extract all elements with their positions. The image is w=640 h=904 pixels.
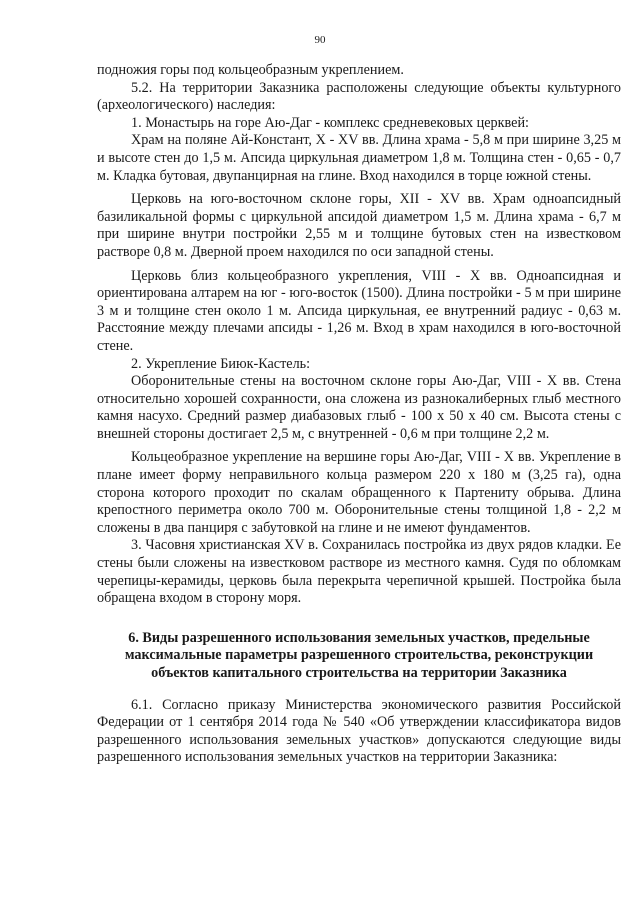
paragraph-ring-fortification: Кольцеобразное укрепление на вершине горы Аю-Даг, VIII - X вв. Укрепление в плане имеет форму неправильного кольца размером 220 x 180 м (3,25 га), одна сторона которого проходит по скалам обращенного к Партениту обрыва. Длина крепостного периметра около 700 м. Оборонительные стены толщиной 1,8 - 2,2 м сложены в два панциря с забутовкой на глине и не имеют фундаментов. [97,449,621,536]
document-body [97,62,621,767]
list-item-monastery: 1. Монастырь на горе Аю-Даг - комплекс средневековых церквей: [131,114,529,131]
paragraph-continuation: подножия горы под кольцеобразным укреплением. [97,62,404,78]
paragraph-chapel: 3. Часовня христианская XV в. Сохранилась постройка из двух рядов кладки. Ее стены были сложены на известковом растворе из местного камня. Судя по обломкам черепицы-керамиды, церковь была перекрыта черепичной крышей. Постройка была обращена входом в сторону моря. [97,537,621,607]
paragraph-church-near-fortification: Церковь близ кольцеобразного укрепления, VIII - X вв. Одноапсидная и ориентирована алтарем на юг - юго-восток (1500). Длина постройки - 5 м при ширине 3 м и толщине стен около 1 м. Апсида циркульная, ее внутренний радиус - 0,63 м. Расстояние между плечами апсиды - 1,26 м. Вход в храм находился в юго-восточной стене. [97,267,621,354]
paragraph-defensive-walls: Оборонительные стены на восточном склоне горы Аю-Даг, VIII - X вв. Стена относительно хорошей сохранности, она сложена из разнокалиберных глыб местного камня насухо. Средний размер диабазовых глыб - 100 x 50 x 40 см. Высота стены с внешней стороны достигает 2,5 м, с внутренней - 0,6 м при толщине 2,2 м. [97,373,621,442]
list-item-biyuk-kastel: 2. Укрепление Биюк-Кастель: [131,355,311,372]
section-heading-6: 6. Виды разрешенного использования земельных участков, предельные максимальные параметры разрешенного строительства, реконструкции объектов капитального строительства на территории Заказника [124,629,594,681]
paragraph-6-1: 6.1. Согласно приказу Министерства экономического развития Российской Федерации от 1 сентября 2014 года № 540 «Об утверждении классификатора видов разрешенного использования земельных участков» допускаются следующие виды разрешенного использования земельных участков на территории Заказника: [97,696,621,766]
paragraph-southeast-church: Церковь на юго-восточном склоне горы, XII - XV вв. Храм одноапсидный базиликальной формы с циркульной апсидой диаметром 1,5 м. Длина храма - 6,7 м при ширине внутри постройки 2,55 м и толщине бутовых стен на известковом растворе 0,8 м. Дверной проем находился по оси западной стены. [97,191,621,260]
page-number: 90 [314,34,326,46]
paragraph-5-2: 5.2. На территории Заказника расположены следующие объекты культурного (археологического) наследия: [97,79,621,114]
paragraph-ai-konstant-temple: Храм на поляне Ай-Констант, X - XV вв. Длина храма - 5,8 м при ширине 3,25 м и высоте стен до 1,5 м. Апсида циркульная диаметром 1,8 м. Толщина стен - 0,65 - 0,7 м. Кладка бутовая, двупанцирная на глине. Вход находился в торце южной стены. [97,132,621,184]
